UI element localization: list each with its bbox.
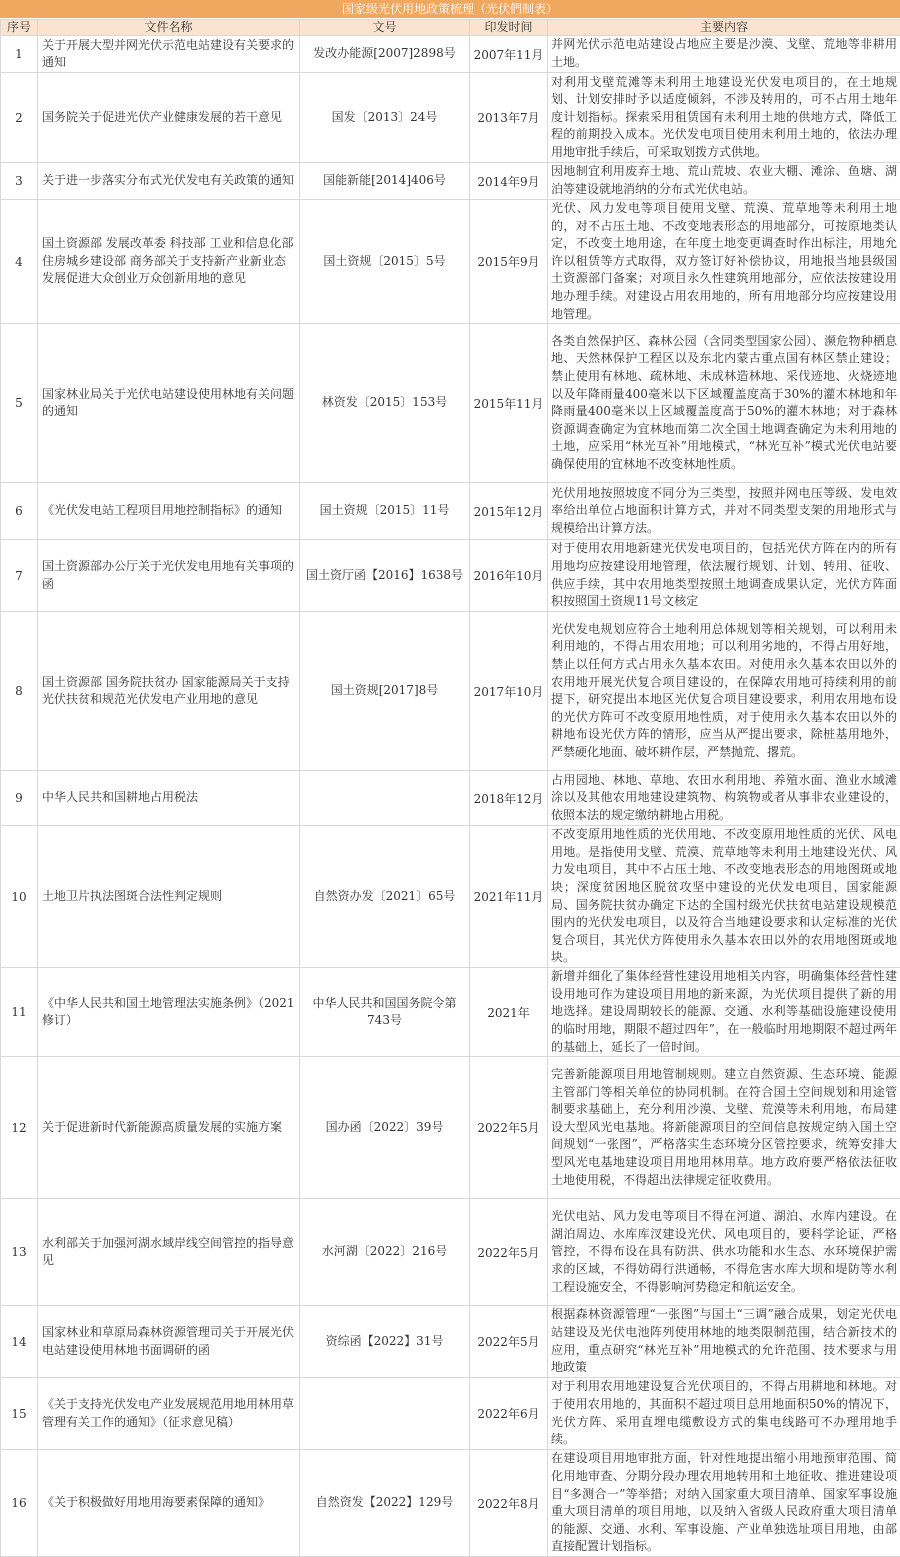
header-no: 序号 <box>1 20 38 36</box>
row-content: 光伏发电规划应符合土地利用总体规划等相关规划，可以利用未利用地的，不得占用农用地；可以利用劣地的，不得占用好地，禁止以任何方式占用永久基本农田。对使用永久基本农田以外的农用地开展光伏复合项目建设的，在保障农用地可持续利用的前提下，研究提出本地区光伏复合项目建设要求，利用农用地布设的光伏方阵可不改变原用地性质，对于使用永久基本农田以外的耕地布设光伏方阵的情形，应当从严提出要求，除桩基用地外，严禁硬化地面、破坏耕作层，严禁抛荒、撂荒。 <box>548 612 900 771</box>
row-content: 因地制宜利用废弃土地、荒山荒坡、农业大棚、滩涂、鱼塘、湖泊等建设就地消纳的分布式光伏电站。 <box>548 163 900 200</box>
row-date: 2015年9月 <box>470 200 548 324</box>
table-row <box>1 73 900 163</box>
row-no: 12 <box>1 1057 38 1199</box>
row-no: 1 <box>1 36 38 73</box>
row-content: 光伏用地按照坡度不同分为三类型，按照并网电压等级、发电效率给出单位占地面积计算方式，并对不同类型支架的用地形式与规模给出计算方法。 <box>548 483 900 540</box>
row-doc: 林资发〔2015〕153号 <box>300 324 470 483</box>
header-doc: 文号 <box>300 20 470 36</box>
row-name: 关于开展大型并网光伏示范电站建设有关要求的通知 <box>38 36 300 73</box>
row-content: 并网光伏示范电站建设占地应主要是沙漠、戈壁、荒地等非耕用土地。 <box>548 36 900 73</box>
row-date: 2022年5月 <box>470 1057 548 1199</box>
table-row <box>1 826 900 968</box>
row-no: 2 <box>1 73 38 163</box>
row-doc: 中华人民共和国国务院令第743号 <box>300 968 470 1057</box>
row-date: 2015年11月 <box>470 324 548 483</box>
row-no: 6 <box>1 483 38 540</box>
policy-table <box>0 19 900 1557</box>
row-name: 《关于支持光伏发电产业发展规范用地用林用草管理有关工作的通知》（征求意见稿） <box>38 1378 300 1450</box>
row-date: 2017年10月 <box>470 612 548 771</box>
row-name: 关于促进新时代新能源高质量发展的实施方案 <box>38 1057 300 1199</box>
row-date: 2022年5月 <box>470 1306 548 1378</box>
row-name: 国家林业和草原局森林资源管理司关于开展光伏电站建设使用林地书面调研的函 <box>38 1306 300 1378</box>
row-date: 2021年11月 <box>470 826 548 968</box>
row-doc: 国土资规〔2015〕11号 <box>300 483 470 540</box>
row-content: 光伏、风力发电等项目使用戈壁、荒漠、荒草地等未利用土地的，对不占压土地、不改变地表形态的用地部分，可按原地类认定，不改变土地用途，在年度土地变更调查时作出标注，用地允许以租赁等方式取得，双方签订好补偿协议，用地报当地县级国土资源部门备案；对项目永久性建筑用地部分，应依法按建设用地办理手续。对建设占用农用地的，所有用地部分均应按建设用地管理。 <box>548 200 900 324</box>
row-date: 2013年7月 <box>470 73 548 163</box>
row-doc <box>300 1378 470 1450</box>
row-doc: 自然资办发〔2021〕65号 <box>300 826 470 968</box>
row-name: 国土资源部 发展改革委 科技部 工业和信息化部 住房城乡建设部 商务部关于支持新产业新业态发展促进大众创业万众创新用地的意见 <box>38 200 300 324</box>
row-no: 15 <box>1 1378 38 1450</box>
table-row <box>1 968 900 1057</box>
row-doc: 国办函〔2022〕39号 <box>300 1057 470 1199</box>
row-no: 9 <box>1 771 38 826</box>
row-no: 16 <box>1 1450 38 1557</box>
table-row <box>1 163 900 200</box>
row-date: 2022年5月 <box>470 1199 548 1306</box>
row-name: 国土资源部办公厅关于光伏发电用地有关事项的函 <box>38 540 300 612</box>
row-name: 国家林业局关于光伏电站建设使用林地有关问题的通知 <box>38 324 300 483</box>
row-content: 对利用戈壁荒滩等未利用土地建设光伏发电项目的，在土地规划、计划安排时予以适度倾斜，不涉及转用的，可不占用土地年度计划指标。探索采用租赁国有未利用土地的供地方式，降低工程的前期投入成本。光伏发电项目使用未利用土地的，依法办理用地审批手续后，可采取划拨方式供地。 <box>548 73 900 163</box>
row-no: 4 <box>1 200 38 324</box>
row-date: 2007年11月 <box>470 36 548 73</box>
row-name: 水利部关于加强河湖水域岸线空间管控的指导意见 <box>38 1199 300 1306</box>
row-no: 7 <box>1 540 38 612</box>
row-content: 占用园地、林地、草地、农田水利用地、养殖水面、渔业水域滩涂以及其他农用地建设建筑物、构筑物或者从事非农业建设的，依照本法的规定缴纳耕地占用税。 <box>548 771 900 826</box>
row-date: 2014年9月 <box>470 163 548 200</box>
table-row <box>1 1199 900 1306</box>
row-doc: 发改办能源[2007]2898号 <box>300 36 470 73</box>
row-content: 不改变原用地性质的光伏用地、不改变原用地性质的光伏、风电用地。是指使用戈壁、荒漠、荒草地等未利用土地建设光伏、风力发电项目，其中不占压土地、不改变地表形态的用地图斑或地块；深度贫困地区脱贫攻坚中建设的光伏发电项目，国家能源局、国务院扶贫办确定下达的全国村级光伏扶贫电站建设规模范围内的光伏发电项目，以及符合当地建设要求和认定标准的光伏复合项目，其光伏方阵使用永久基本农田以外的农用地图斑或地块。 <box>548 826 900 968</box>
row-content: 对于利用农用地建设复合光伏项目的，不得占用耕地和林地。对于使用农用地的，其面积不超过项目总用地面积50%的情况下，光伏方阵、采用直埋电缆敷设方式的集电线路可不办理用地手续。 <box>548 1378 900 1450</box>
row-content: 光伏电站、风力发电等项目不得在河道、湖泊、水库内建设。在湖泊周边、水库库汊建设光伏、风电项目的，要科学论证，严格管控，不得布设在具有防洪、供水功能和水生态、水环境保护需求的区域，不得妨碍行洪通畅，不得危害水库大坝和堤防等水利工程设施安全，不得影响河势稳定和航运安全。 <box>548 1199 900 1306</box>
table-row <box>1 1450 900 1557</box>
table-row <box>1 1306 900 1378</box>
table-title: 国家级光伏用地政策梳理（光伏們制表） <box>0 0 900 19</box>
row-date: 2018年12月 <box>470 771 548 826</box>
row-no: 13 <box>1 1199 38 1306</box>
row-no: 10 <box>1 826 38 968</box>
row-no: 3 <box>1 163 38 200</box>
row-name: 《关于积极做好用地用海要素保障的通知》 <box>38 1450 300 1557</box>
row-content: 新增并细化了集体经营性建设用地相关内容，明确集体经营性建设用地可作为建设项目用地的新来源，为光伏项目提供了新的用地选择。建设周期较长的能源、交通、水利等基础设施建设使用的临时用地，期限不超过四年”，在一般临时用地期限不超过两年的基础上，延长了一倍时间。 <box>548 968 900 1057</box>
header-date: 印发时间 <box>470 20 548 36</box>
header-row <box>1 20 900 36</box>
table-row <box>1 483 900 540</box>
row-date: 2021年 <box>470 968 548 1057</box>
row-doc: 国土资规〔2015〕5号 <box>300 200 470 324</box>
row-no: 14 <box>1 1306 38 1378</box>
row-name: 中华人民共和国耕地占用税法 <box>38 771 300 826</box>
table-row <box>1 200 900 324</box>
row-content: 在建设项目用地审批方面，针对性地提出缩小用地预审范围、简化用地审查、分期分段办理农用地转用和土地征收、推进建设项目“多测合一”等举措；对纳入国家重大项目清单、国家军事设施重大项目清单的项目用地，以及纳入省级人民政府重大项目清单的能源、交通、水利、军事设施、产业单独选址项目用地，由部直接配置计划指标。 <box>548 1450 900 1557</box>
row-name: 土地卫片执法图斑合法性判定规则 <box>38 826 300 968</box>
row-no: 11 <box>1 968 38 1057</box>
row-date: 2016年10月 <box>470 540 548 612</box>
header-content: 主要内容 <box>548 20 900 36</box>
row-content: 完善新能源项目用地管制规则。建立自然资源、生态环境、能源主管部门等相关单位的协同机制。在符合国土空间规划和用途管制要求基础上，充分利用沙漠、戈壁、荒漠等未利用地，布局建设大型风光电基地。将新能源项目的空间信息按规定纳入国土空间规划“一张图”，严格落实生态环境分区管控要求，统筹安排大型风光电基地建设项目用地用林用草。地方政府要严格依法征收土地使用税，不得超出法律规定征收费用。 <box>548 1057 900 1199</box>
table-row <box>1 540 900 612</box>
row-name: 关于进一步落实分布式光伏发电有关政策的通知 <box>38 163 300 200</box>
table-row <box>1 36 900 73</box>
header-name: 文件名称 <box>38 20 300 36</box>
row-name: 国务院关于促进光伏产业健康发展的若干意见 <box>38 73 300 163</box>
table-row <box>1 612 900 771</box>
table-row <box>1 771 900 826</box>
row-no: 8 <box>1 612 38 771</box>
row-content: 对于使用农用地新建光伏发电项目的，包括光伏方阵在内的所有用地均应按建设用地管理，依法履行规划、计划、转用、征收、供应手续，其中农用地类型按照土地调查成果认定，光伏方阵面积按照国土资规11号文核定 <box>548 540 900 612</box>
row-name: 国土资源部 国务院扶贫办 国家能源局关于支持光伏扶贫和规范光伏发电产业用地的意见 <box>38 612 300 771</box>
table-row <box>1 324 900 483</box>
row-doc: 资综函【2022】31号 <box>300 1306 470 1378</box>
row-doc: 国土资规[2017]8号 <box>300 612 470 771</box>
row-doc: 自然资发【2022】129号 <box>300 1450 470 1557</box>
table-row <box>1 1057 900 1199</box>
row-doc: 国发〔2013〕24号 <box>300 73 470 163</box>
row-date: 2022年6月 <box>470 1378 548 1450</box>
row-name: 《光伏发电站工程项目用地控制指标》的通知 <box>38 483 300 540</box>
row-doc <box>300 771 470 826</box>
row-doc: 国土资厅函【2016】1638号 <box>300 540 470 612</box>
row-content: 各类自然保护区、森林公园（含同类型国家公园）、濒危物种栖息地、天然林保护工程区以及东北内蒙古重点国有林区禁止建设；禁止使用有林地、疏林地、未成林造林地、采伐迹地、火烧迹地以及年降雨量400毫米以下区域覆盖度高于30%的灌木林地和年降雨量400毫米以上区域覆盖度高于50%的灌木林地；对于森林资源调查确定为宜林地而第二次全国土地调查确定为未利用地的土地，应采用“林光互补”用地模式，“林光互补”模式光伏电站要确保使用的宜林地不改变林地性质。 <box>548 324 900 483</box>
row-doc: 水河湖〔2022〕216号 <box>300 1199 470 1306</box>
row-content: 根据森林资源管理“一张图”与国土“三调”融合成果，划定光伏电站建设及光伏电池阵列使用林地的地类限制范围，结合新技术的应用，重点研究“林光互补”用地模式的允许范围、技术要求与用地政策 <box>548 1306 900 1378</box>
row-date: 2022年8月 <box>470 1450 548 1557</box>
row-name: 《中华人民共和国土地管理法实施条例》（2021修订） <box>38 968 300 1057</box>
row-date: 2015年12月 <box>470 483 548 540</box>
table-row <box>1 1378 900 1450</box>
row-doc: 国能新能[2014]406号 <box>300 163 470 200</box>
row-no: 5 <box>1 324 38 483</box>
